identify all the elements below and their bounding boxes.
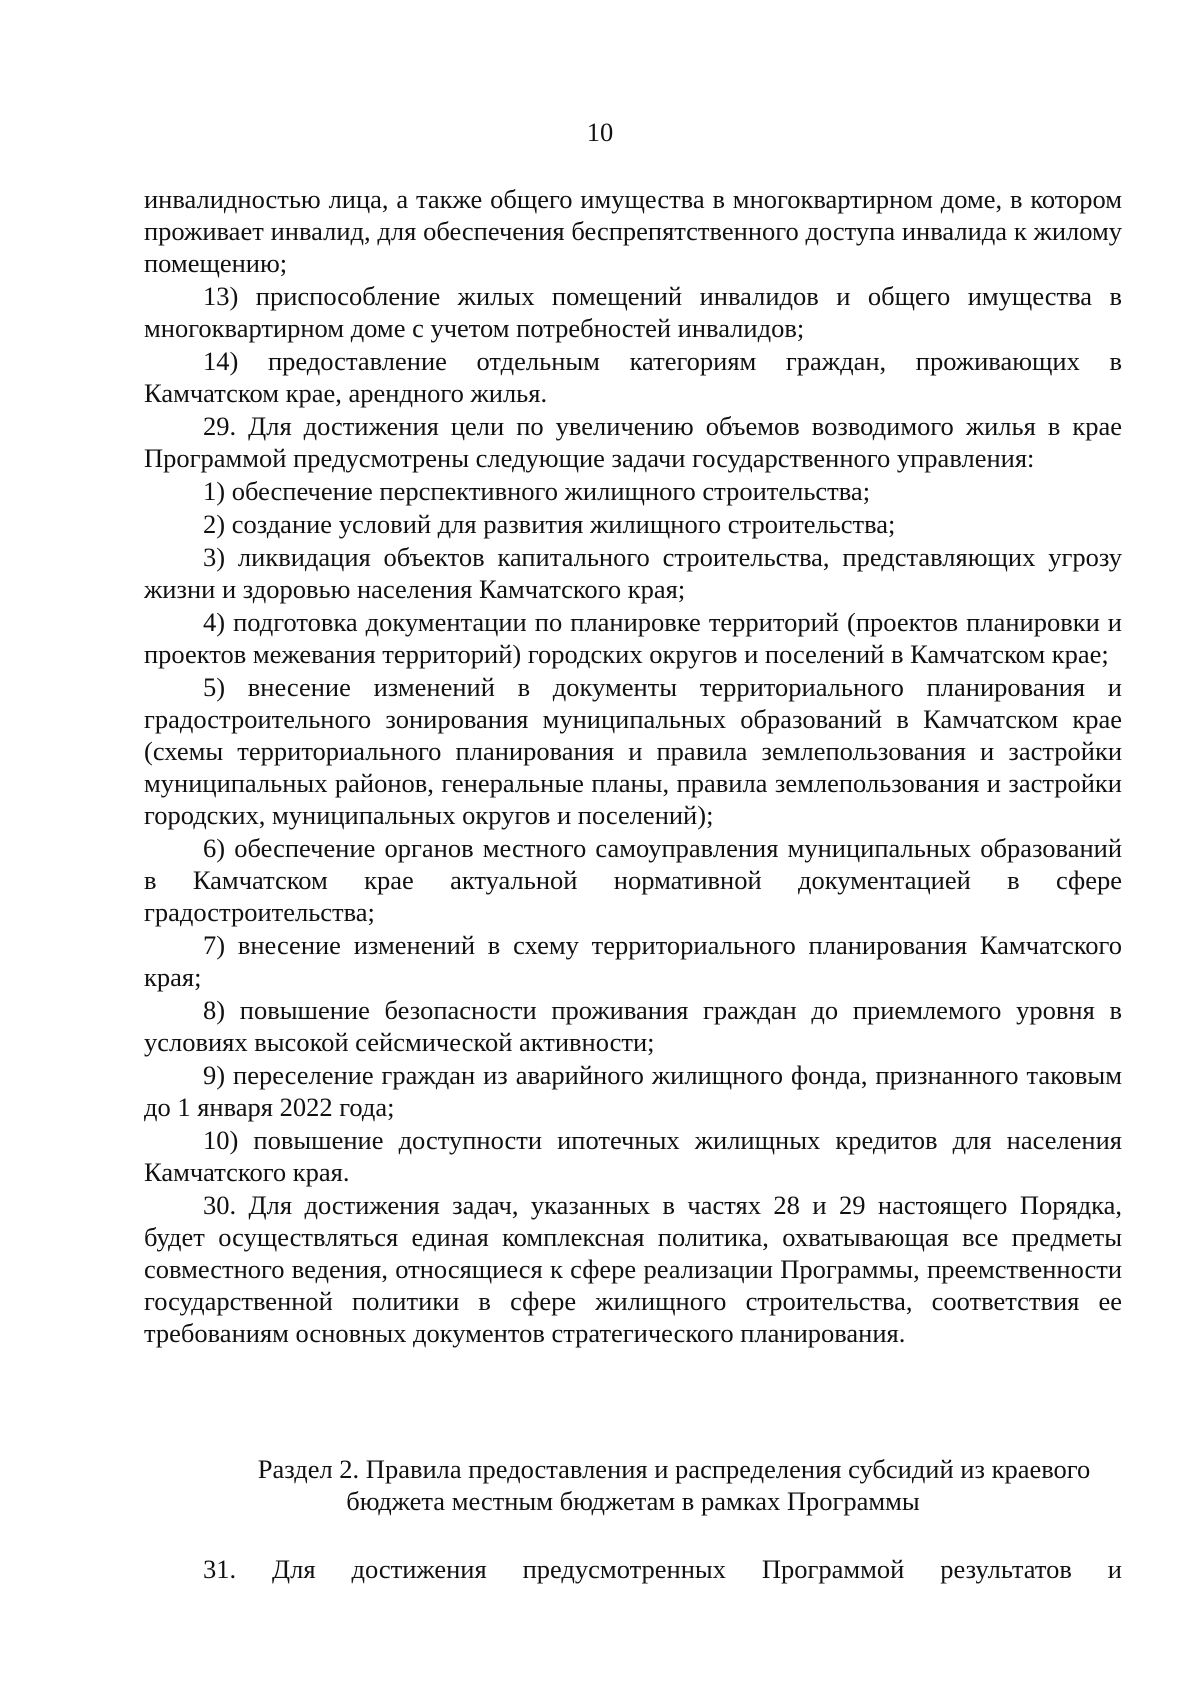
task-item-6: 6) обеспечение органов местного самоуправления муниципальных образований в Камчатском крае актуальной нормативной документацией в сфере градостроительства; [144, 833, 1122, 927]
clause-30: 30. Для достижения задач, указанных в частях 28 и 29 настоящего Порядка, будет осуществляться единая комплексная политика, охватывающая все предметы совместного ведения, относящиеся к сфере реализации Программы, преемственности государственной политики в сфере жилищного строительства, соответствия ее требованиям основных документов стратегического планирования. [144, 1190, 1122, 1348]
section-heading-line-2: бюджета местным бюджетам в рамках Программы [346, 1486, 920, 1516]
document-body [144, 183, 1122, 1350]
task-item-3: 3) ликвидация объектов капитального строительства, представляющих угрозу жизни и здоровью населения Камчатского края; [144, 542, 1122, 604]
page-number: 10 [586, 117, 614, 147]
list-item-14: 14) предоставление отдельным категориям граждан, проживающих в Камчатском крае, арендного жилья. [144, 346, 1122, 408]
clause-29: 29. Для достижения цели по увеличению объемов возводимого жилья в крае Программой предусмотрены следующие задачи государственного управления: [144, 411, 1122, 473]
list-item-13: 13) приспособление жилых помещений инвалидов и общего имущества в многоквартирном доме с учетом потребностей инвалидов; [144, 281, 1122, 343]
task-item-2: 2) создание условий для развития жилищного строительства; [203, 509, 896, 539]
task-item-10: 10) повышение доступности ипотечных жилищных кредитов для населения Камчатского края. [144, 1125, 1122, 1187]
section-heading-line-1: Раздел 2. Правила предоставления и распределения субсидий из краевого [257, 1454, 1091, 1484]
paragraph-continuation: инвалидностью лица, а также общего имущества в многоквартирном доме, в котором проживает инвалид, для обеспечения беспрепятственного доступа инвалида к жилому помещению; [144, 184, 1122, 278]
task-item-5: 5) внесение изменений в документы территориального планирования и градостроительного зонирования муниципальных образований в Камчатском крае (схемы территориального планирования и правила землепользования и застройки муниципальных районов, генеральные планы, правила землепользования и застройки городских, муниципальных округов и поселений); [144, 672, 1122, 830]
task-item-1: 1) обеспечение перспективного жилищного строительства; [203, 476, 871, 506]
task-item-9: 9) переселение граждан из аварийного жилищного фонда, признанного таковым до 1 января 2022 года; [144, 1060, 1122, 1122]
task-item-8: 8) повышение безопасности проживания граждан до приемлемого уровня в условиях высокой сейсмической активности; [144, 995, 1122, 1057]
task-item-4: 4) подготовка документации по планировке территорий (проектов планировки и проектов межевания территорий) городских округов и поселений в Камчатском крае; [144, 607, 1122, 669]
section-heading [144, 1453, 1122, 1517]
task-item-7: 7) внесение изменений в схему территориального планирования Камчатского края; [144, 930, 1122, 992]
clause-31: 31. Для достижения предусмотренных Программой результатов и [203, 1554, 1122, 1584]
